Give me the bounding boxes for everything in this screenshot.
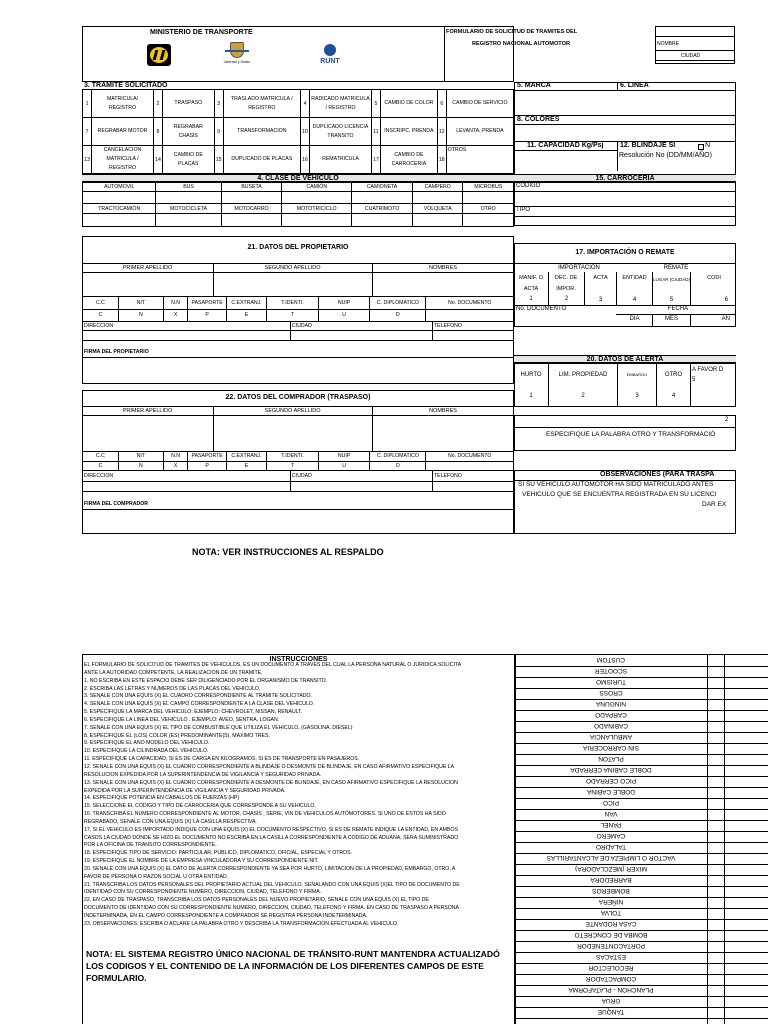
clase-option: BUSETA [221,183,282,192]
instruction-line: DOCUMENTO DE IDENTIDAD CON SU CORRESPONDIENTE NUMERO, DIRECCION, CIUDAD, TELEFONO Y FIRMA. EN CASO DE TRASPASO A PERSONA [84,905,459,912]
doc-type-label: N.N [163,452,188,462]
comp-segundo-apellido: SEGUNDO APELLIDO [264,408,321,414]
instruction-line: 18. ESPECIFIQUE TIPO DE SERVICIO: PARTICULAR, PÚBLICO, DIPLOMATICO, OFICIAL, ESPECIAL Y OTROS. [84,850,353,857]
tramite-num[interactable]: 8 [153,118,162,146]
imp-dia: DIA [629,316,640,322]
instruction-line: 20. SEÑALE CON UNA EQUIS (X) EL DATO DE ALERTA CORRESPONDIENTE YA SEA POR HURTO, LIMITACIÓN DE LA PROPIEDAD, EMBARGO, OTRO, A [84,865,456,872]
prop-doc-table [82,296,514,322]
blindaje-label: 12. BLINDAJE SI [620,142,676,149]
tramite-option[interactable]: REGRABAR CHASIS [163,118,215,146]
carroceria-list-item: BOMBA DE CONCRETO [574,931,648,938]
doc-type-code[interactable]: T [267,461,319,471]
doc-type-label: NIT [118,297,163,310]
clase-checkbox[interactable] [156,214,221,227]
instruction-line: POR LA OFICINA DE TRANSITO CORRESPONDIENTE.. [84,842,218,849]
carroceria-list-item: COMPACTADOR [585,975,637,982]
alerta-num-4: 4 [671,393,676,399]
carroceria-list-item: NIÑERA [598,898,624,905]
blindaje-checkbox[interactable] [698,144,704,150]
imp-col-manif: MANIF. O ACTA [519,275,543,292]
tramite-table [82,89,514,174]
linea-label: 6. LINEA [620,82,649,89]
name-label: NOMBRE [657,41,679,47]
carroceria-list-item: NINGUNA [596,700,626,707]
city-label: CIUDAD [681,53,701,59]
imp-col-dec: DEC. DE IMPOR. [554,275,578,292]
tramite-num[interactable]: 10 [301,118,310,146]
doc-type-code[interactable]: N [118,309,163,322]
clase-checkbox[interactable] [413,214,463,227]
prop-segundo-apellido: SEGUNDO APELLIDO [264,265,321,271]
imp-num-1: 1 [529,296,533,302]
imp-mes: MES [664,316,678,322]
carroceria-list-item: PANEL [600,821,622,828]
comp-telefono-label: TELEFONO [434,473,462,479]
instruction-line: 16. TRANSCRIBA EL NUMERO CORRESPONDIENTE AL MOTOR, CHASIS , SERIE, VIN DE VEHICULOS AUTOMOTORES. SI UNO DE ESTOS HA SIDO [84,811,446,818]
tramite-option[interactable]: CAMBIO DE COLOR [381,90,438,118]
imp-num-5: 5 [669,297,674,303]
doc-type-code[interactable]: D [370,461,426,471]
clase-checkbox[interactable] [282,214,352,227]
carroceria-box [514,182,736,226]
doc-type-label: NUIP [318,297,370,310]
imp-col-codi: CODI [707,275,721,281]
prop-direccion-label: DIRECCION [84,323,114,329]
alerta-num-5: 5 [692,377,696,383]
alerta-num-2: 2 [581,393,585,399]
alerta-num-1: 1 [529,393,533,399]
clase-option: OTRO [463,204,514,214]
comp-nombres: NOMBRES [429,408,457,414]
instruction-line: 2. ESCRIBA LAS LETRAS Y NUMEROS DE LAS PLACAS DEL VEHICULO. [84,685,261,692]
tramite-option[interactable]: CAMBIO DE SERVICIO [446,90,513,118]
tramite-num[interactable]: 11 [371,118,380,146]
nota-respaldo: NOTA: VER INSTRUCCIONES AL RESPALDO [192,547,384,557]
clase-option: CAMIÓN [282,183,352,192]
imp-col-acta: ACTA [593,275,608,281]
carroceria-list-item: VAN [604,810,618,817]
carroceria-title: 15. CARROCERIA [514,174,736,182]
instruction-line: EL FORMULARIO DE SOLICITUD DE TRAMITES DE VEHICULOS, ES UN DOCUMENTO A TRAVES DEL CUAL LA PERSONA NATURAL O JURIDICA SOLICITA [84,662,462,668]
doc-type-code[interactable] [426,461,514,471]
propietario-title: 21. DATOS DEL PROPIETARIO [247,244,349,251]
instruction-line: CASOS LA CIUDAD DONDE SE HIZO EL DOCUMENTO NO ESCRIBA EN LA CASILLA CORRESPONDIENTE A CODIGO DE ADUANA, SERA SUMINISTRADO [84,834,459,841]
instruction-line: 13. SEÑALE CON UNA EQUIS (X) EL CUADRO CORRESPONDIENTE A DESMONTE DE BLINDAJE, EN CASO AFIRMATIVO ESPECIFIQUE LA RESOLUCIÓN [84,779,458,786]
instruction-line: 22. EN CASO DE TRASPASO, TRANSCRIBA LOS DATOS PERSONALES DEL NUEVO PROPIETARIO, SEÑALE CON UNA EQUIS (X) EL TIPO DE [84,897,429,904]
carroceria-list-item: DOBLE CABINA [586,788,636,795]
doc-type-code[interactable]: P [188,461,226,471]
tramite-title: 3. TRAMITE SOLICITADO [84,82,168,89]
doc-type-label: NUIP [318,452,370,462]
carroceria-codigo-label: CODIGO [516,183,541,189]
doc-type-code[interactable]: C [83,461,119,471]
tramite-option[interactable]: CAMBIO DE PLACAS [163,146,215,174]
instruction-line: IDENTIDAD CON SU CORRESPONDIENTE NUMERO, DIRECCIÓN, CIUDAD, TELEFONO Y FIRMA. [84,889,322,896]
capacidad-label: 11. CAPACIDAD Kg/Psj [527,142,604,149]
doc-type-code[interactable] [426,309,514,322]
imp-num-3: 3 [598,297,603,303]
carroceria-list-item: PORTACONTENEDOR [577,942,646,949]
tramite-option[interactable]: INSCRIPC. PRENDA [381,118,438,146]
comp-direccion-label: DIRECCION [84,473,114,479]
carroceria-list-item: TANQUE [597,1008,625,1015]
carroceria-list-item: BARREDORA [590,876,632,883]
tramite-option[interactable]: REGRABAR MOTOR [92,118,154,146]
clase-checkbox[interactable] [413,192,463,204]
alerta-favor: A FAVOR D [692,367,724,373]
tramite-num[interactable]: 13 [83,146,92,174]
comprador-title: 22. DATOS DEL COMPRADOR (TRASPASO) [225,394,371,401]
carroceria-list-item: PICO [603,799,619,806]
instruction-line: RESOLUCIÓN EXPEDIDA POR LA SUPERINTENDENCIA DE VIGILANCIA Y SEGURIDAD PRIVADA. [84,771,322,778]
instruction-line: REGRABADO, SEÑALE CON UNA EQUIS (X) LA CASILLA RESPECTIVA. [84,818,257,825]
doc-type-label: PASAPORTE [188,452,226,462]
clase-option: AUTOMOVIL [83,183,156,192]
carroceria-list-item: SCOOTER [594,667,628,674]
instruction-line: 21. TRANSCRIBA LOS DATOS PERSONALES DEL PROPIETARIO ACTUAL DEL VEHICULO, SEÑALANDO CON UNA EQUIS (X)EL TIPO DE DOCUMENTO DE [84,881,460,888]
tramite-num[interactable]: 3 [214,90,223,118]
observaciones-title: OBSERVACIONES (PARA TRASPA [600,471,715,478]
carroceria-tipo-label: TIPO [516,207,531,213]
doc-type-code[interactable]: U [318,461,370,471]
carroceria-list-item: PLANCHON - PLATAFORMA [568,986,654,993]
clase-checkbox[interactable] [221,192,282,204]
instruction-line: 14. ESPECIFIQUE POTENCIA EN CABALLOS DE FUERZAS (HP) [84,795,240,802]
carroceria-list-item: TALADRO [595,843,627,850]
carroceria-list-item: TURISMO [596,678,626,685]
tramite-option[interactable]: CANCELACION MATRICULA / REGISTRO [92,146,154,174]
instruction-line: 1. NO ESCRIBA EN ESTE ESPACIO DEBE SER DILIGENCIADO POR EL ORGANISMO DE TRANSITO. [84,677,328,684]
carroceria-list-item: PICO CERRADO [585,777,637,784]
instruction-line: 9. ESPECIFIQUE EL AÑO MODELO DEL VEHICULO. [84,740,210,747]
carroceria-list-item: RECOLECTOR [588,964,634,971]
instruction-line: 11. ESPECIFIQUE LA CAPACIDAD, SI ES DE CARGA EN KILOGRAMOS, SI ES DE TRANSPORTE EN PASAJEROS. [84,756,360,763]
carroceria-list-item: CUSTOM [596,656,626,663]
prop-primer-apellido: PRIMER APELLIDO [122,265,173,271]
carroceria-list-item: AMBULANCIA [589,733,633,740]
clase-title: 4. CLASE DE VEHICULO [82,174,514,182]
transformacion-num: 2 [725,417,729,423]
doc-type-label: C. DIPLOMATICO [370,452,426,462]
observaciones-line3: DAR EX [702,501,727,508]
doc-type-label: NIT [118,452,163,462]
doc-type-label: No. DOCUMENTO [426,452,514,462]
carroceria-list-item: CARPADO [595,711,627,718]
clase-option: MICROBUS [463,183,514,192]
tramite-num[interactable]: 17 [371,146,380,174]
tramite-num[interactable]: 15 [214,146,223,174]
remate-label: REMATE [663,265,689,271]
carroceria-list-item: TOLVA [600,909,622,916]
doc-type-code[interactable]: D [370,309,426,322]
tramite-num[interactable]: 18 [437,146,446,174]
doc-type-label: No. DOCUMENTO [426,297,514,310]
clase-checkbox[interactable] [352,214,413,227]
instruction-line: INDETERMINADA, EN EL CAMPO CORRESPONDIENTE A COMPRADOR SE REGISTRA PERSONA INDETERMINADA. [84,913,368,919]
instruction-line: 7. SEÑALE CON UNA EQUIS (X) EL TIPO DE COMBUSTIBLE QUE UTILIZA EL VEHICULO, (GASOLINA, DIESEL) [84,724,353,731]
prop-telefono-label: TELEFONO [434,323,462,329]
instruction-line: 3. SEÑALE CON UNA EQUIS (X) EL CUADRO CORRESPONDIENTE AL TRAMITE SOLICITADO. [84,693,313,700]
carroceria-list-item: PLATON [598,755,624,762]
doc-type-code[interactable]: C [83,309,119,322]
instruction-line: 23. OBSERVACIONES: ESCRIBA O ACLARE LA PALABRA OTRO Y DESCRIBA LA TRANSFORMACIÓN EFECTUADA AL VEHICULO. [84,920,399,927]
clase-checkbox[interactable] [282,192,352,204]
comp-ciudad-label: CIUDAD [292,473,312,479]
clase-checkbox[interactable] [463,192,514,204]
doc-type-code[interactable]: E [226,461,266,471]
doc-type-code[interactable]: U [318,309,370,322]
instruction-line: 6. ESPECIFIQUE LA LINEA DEL VEHICULO . EJEMPLO: AVEO, SENTRA, LOGAN. [84,716,280,723]
tramite-option[interactable]: RADICADO MATRICULA / REGISTRO [310,90,372,118]
clase-checkbox[interactable] [463,214,514,227]
doc-type-label: T.IDENTI. [267,452,319,462]
tramite-num[interactable]: 2 [153,90,162,118]
comp-primer-apellido: PRIMER APELLIDO [122,408,173,414]
instruction-line: 4. SEÑALE CON UNA EQUIS (X) EL CAMPO CORRESPONDIENTE A LA CLASE DEL VEHICULO. [84,701,315,708]
clase-option: MOTOTRICICLO [282,204,352,214]
carroceria-list-item: GRUA [601,997,621,1004]
carroceria-list-item: CROSS [599,689,623,696]
tramite-num[interactable]: 16 [301,146,310,174]
prop-firma-label: FIRMA DEL PROPIETARIO [84,349,149,355]
doc-type-label: C.C [83,297,119,310]
tramite-option[interactable]: OTROS [446,146,513,174]
carroceria-list-item: CASA RODANTE [585,920,637,927]
doc-type-label: C.EXTRANJ. [226,452,266,462]
clase-checkbox[interactable] [221,214,282,227]
tramite-option[interactable]: REMATRICULA [310,146,372,174]
imp-col-entidad: ENTIDAD [622,275,647,281]
form-title-2: REGISTRO NACIONAL AUTOMOTOR [472,41,570,47]
alerta-embargo: EMBARGO [626,372,648,377]
tramite-num[interactable]: 14 [153,146,162,174]
alerta-title: 20. DATOS DE ALERTA [514,355,736,363]
ministry-title: MINISTERIO DE TRANSPORTE [150,29,253,36]
clase-checkbox[interactable] [83,214,156,227]
doc-type-code[interactable]: X [163,461,188,471]
doc-type-code[interactable]: T [267,309,319,322]
comp-doc-table [82,451,514,471]
carroceria-list-item: CABINADO [594,722,628,729]
tramite-option[interactable]: DUPLICADO LICENCIA TRANSITO [310,118,372,146]
doc-type-label: C.C [83,452,119,462]
prop-ciudad-label: CIUDAD [292,323,312,329]
doc-type-code[interactable]: P [188,309,226,322]
instruction-line: 10. ESPECIFIQUE LA CILINDRADA DEL VEHICULO. [84,748,209,755]
clase-option: CUATRIMOTO [352,204,413,214]
carroceria-list-item: SIN CARROCERIA [583,744,639,751]
marca-linea-box [514,82,736,178]
instruction-line: FAVOR DE PERSONA O RAZON SOCIAL U OTRA ENTIDAD. [84,873,229,880]
observaciones-line1: SI SU VEHICULO AUTOMOTOR HA SIDO MATRICULADO ANTES [518,481,714,488]
carroceria-list-item: DOBLE CABINA CERRADA [570,766,652,773]
nota-final: NOTA: EL SISTEMA REGISTRO ÚNICO NACIONAL DE TRÁNSITO-RUNT MANTENDRA ACTUALIZADÓ LOS CODIGOS Y EL CONTENIDO DE LA INFORMACIÓN DE LOS DIFERENTES CAMPOS DE ESTE FORMULARIO. [86,949,500,983]
clase-checkbox[interactable] [352,192,413,204]
tramite-option[interactable]: CAMBIO DE CARROCERIA [381,146,438,174]
doc-type-code[interactable]: E [226,309,266,322]
mt-logo [147,44,171,66]
imp-num-4: 4 [632,297,637,303]
comp-firma-label: FIRMA DEL COMPRADOR [84,501,148,507]
instruction-line: EXPEDIDA POR LA SUPERINTENDENCIA DE VIGILANCIA Y SEGURIDAD PRIVADA. [84,787,286,794]
alerta-num-3: 3 [635,393,639,399]
alerta-otro: OTRO [664,372,683,378]
clase-option: MOTOCICLETA [156,204,221,214]
alerta-lim: LIM. PROPIEDAD [558,372,608,378]
instruction-line: 12. SEÑALE CON UNA EQUIS (X) EL CUADRO CORRESPONDIENTE A BLINDAJE O DESMONTE DE BLINDAJE, EN CASO AFIRMATIVO ESPECIFIQUE LA [84,763,455,770]
form-title-1: FORMULARIO DE SOLICITUD DE TRAMITES DEL [446,29,578,35]
tramite-option[interactable]: TRANSFORMACION [223,118,300,146]
clase-option: TRACTOCAMIÓN [83,204,156,214]
importacion-title: 17. IMPORTACIÓN O REMATE [575,249,675,256]
clase-option: BUS [156,183,221,192]
instruction-line: 19. ESPECIFIQUE EL NOMBRE DE LA EMPRESA VINCULADORA Y SU CORRESPONDIENTE NIT. [84,858,319,865]
resolucion-label: Resolución No (DD/MM/AÑO) [619,152,712,159]
carroceria-list-item: MIXER (MEZCLADORA) [575,865,647,872]
doc-type-label: PASAPORTE [188,297,226,310]
marca-label: 5. MARCA [517,82,551,89]
tramite-option[interactable]: MATRICULA/ REGISTRO [92,90,154,118]
clase-option: CAMPERO [413,183,463,192]
imp-num-6: 6 [724,297,728,303]
blindaje-no-label: N [705,142,711,149]
prop-nombres: NOMBRES [429,265,457,271]
instrucciones-title: INSTRUCCIONES [269,656,328,663]
doc-type-label: N.N [163,297,188,310]
clase-option: VOLQUETA [413,204,463,214]
tramite-num[interactable]: 6 [437,90,446,118]
escudo-logo [222,40,252,68]
imp-num-2: 2 [564,296,569,302]
transformacion-text: ESPECIFIQUE LA PALABRA OTRO Y TRANSFORMACIÓ [546,431,716,438]
instruction-line: 17. SI EL VEHICULO ES IMPORTADO INDIQUE CON UNA EQUIS (X) EL DOCUMENTO RESPECTIVO, SI ES DE REMATE INDIQUE LA ENTIDAD, EN AMBOS [84,826,458,833]
instruction-line: 8. ESPECIFIQUE EL (LOS) COLOR (ES) PREDOMINANTE(S), MAXIMO TRES. [84,732,270,739]
instruction-line: 5. ESPECIFIQUE LA MARCA DEL VEHICULO: EJEMPLO: CHEVROLET, NISSAN, RENAULT. [84,709,303,716]
imp-ano: AÑ [721,316,730,322]
escudo-caption: Libertad y Orden [223,60,251,64]
instruction-line: 15. SELECCIONE EL CODIGO Y TIPO DE CARROCERIA QUE CORRESPONDE A SU VEHICULO. [84,803,316,810]
carroceria-list-item: VACTOR O LIMPIEZA DE ALCANTARILLAS [546,854,676,861]
alerta-hurto: HURTO [520,372,542,378]
tramite-num[interactable]: 4 [301,90,310,118]
tramite-num[interactable]: 9 [214,118,223,146]
instruction-line: ANTE LA AUTORIDAD COMPETENTE, LA REALIZACIÓN DE UN TRÁMITE. [84,669,263,676]
doc-type-label: C.EXTRANJ. [226,297,266,310]
carroceria-list-item: BOMBEROS [592,887,630,894]
tramite-option[interactable]: TRASLADO MATRICULA / REGISTRO [223,90,300,118]
observaciones-line2: VEHICULO QUE SE ENCUENTRA REGISTRADA EN SU LICENCI [522,491,717,498]
tramite-num[interactable]: 7 [83,118,92,146]
tramite-num[interactable]: 1 [83,90,92,118]
clase-checkbox[interactable] [83,192,156,204]
imp-fecha: FECHA [667,306,689,312]
tramite-num[interactable]: 12 [437,118,446,146]
clase-table [82,182,514,227]
carroceria-list-item: CAMERO [596,832,626,839]
tramite-option[interactable]: DUPLICADO DE PLACAS [223,146,300,174]
imp-col-lugar: LUGAR (CIUDAD) [653,277,691,282]
clase-option: MOTOCARRO [221,204,282,214]
doc-type-label: C. DIPLOMATICO [370,297,426,310]
doc-type-code[interactable]: N [118,461,163,471]
imp-no-documento: No. DOCUMENTO [516,306,567,312]
instrucciones-lines [84,662,514,929]
doc-type-label: T.IDENTI. [267,297,319,310]
importacion-label: IMPORTACION [558,265,600,271]
tramite-num[interactable]: 5 [371,90,380,118]
runt-logo: RUNT [312,44,348,70]
colores-label: 8. COLORES [517,116,560,123]
clase-checkbox[interactable] [156,192,221,204]
carroceria-list-item: ESTACAS [596,953,626,960]
clase-option: CAMIONETA [352,183,413,192]
tramite-option[interactable]: TRASPASO [163,90,215,118]
tramite-option[interactable]: LEVANTA. PRENDA [446,118,513,146]
doc-type-code[interactable]: X [163,309,188,322]
